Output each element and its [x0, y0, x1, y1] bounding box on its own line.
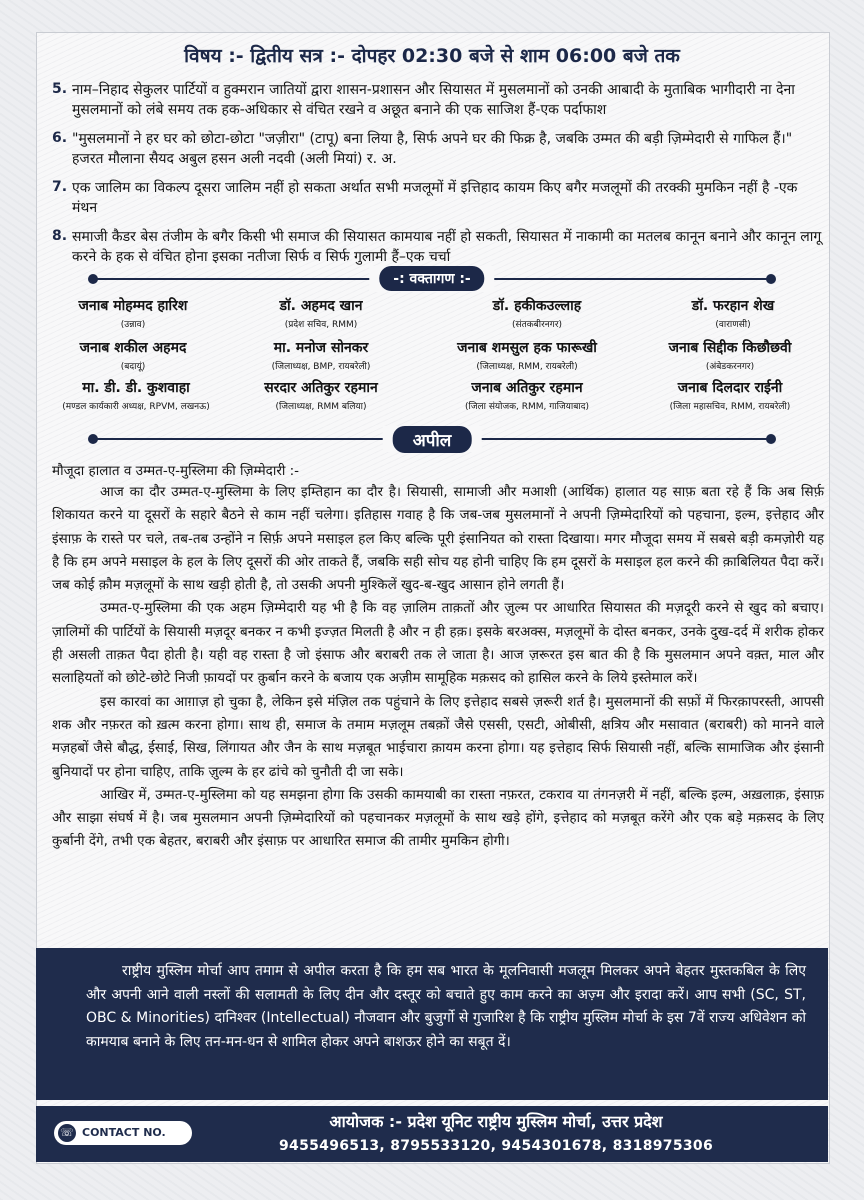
speaker [36, 378, 236, 412]
divider-dot [766, 434, 776, 444]
agenda-item [52, 129, 824, 169]
speaker-role: (जिला महासचिव, RMM, रायबरेली) [669, 402, 791, 412]
speaker-name: जनाब मोहम्मद हारिश [78, 298, 188, 314]
speaker-name: जनाब शमसुल हक फारूखी [457, 340, 597, 356]
speaker-name: डॉ. अहमद खान [279, 298, 363, 314]
speaker [658, 296, 808, 330]
phone-numbers: 9455496513, 8795533120, 9454301678, 8318975306 [278, 1138, 714, 1154]
appeal-banner [36, 948, 828, 1100]
agenda-text: समाजी कैडर बेस तंजीम के बगैर किसी भी समाज की सियासत कामयाब नहीं हो सकती, सियासत में नाकामी का मतलब कानून बनाने और कानून लागू करने के हक से वंचित होना इसका नतीजा सिर्फ व सिर्फ गुलामी हैं–एक चर्चा [72, 229, 822, 265]
appeal-paragraph: उम्मत-ए-मुस्लिमा की एक अहम ज़िम्मेदारी यह भी है कि वह ज़ालिम ताक़तों और ज़ुल्म पर आधारित सियासत की मज़दूरी करने से खुद को बचाए। ज़ालिमों की पार्टियों के सियासी मज़दूर बनकर न कभी इज्ज़त मिलती है और न ही हक़। इसके बरअक्स, मज़लूमों के दोस्त बनकर, उनके दुख-दर्द में शरीक होकर ही असली ताक़त पैदा होती है। यही वह रास्ता है जो इंसाफ और बराबरी तक ले जाता है। आज ज़रूरत इस बात की है कि मुसलमान अपने वक़्त, माल और सलाहियतों को छोटे-छोटे निजी फ़ायदों पर क़ुर्बान करने के बजाय एक अज़ीम सामूहिक मक़सद को हासिल करने के लिये इस्तेमाल करें। [52, 600, 824, 687]
speaker-role: (जिला संयोजक, RMM, गाजियाबाद) [465, 402, 589, 412]
agenda-item [52, 80, 824, 120]
speaker-role: (संतकबीरनगर) [511, 320, 563, 330]
appeal-paragraph: आज का दौर उम्मत-ए-मुस्लिमा के लिए इम्तिहान का दौर है। सियासी, सामाजी और मआशी (आर्थिक) हालात यह साफ़ बता रहे हैं कि अब सिर्फ़ शिकायत करने या दूसरों के सहारे बैठने से काम नहीं चलेगा। इतिहास गवाह है कि जब-जब मुसलमानों ने अपनी ज़िम्मेदारियों को पहचाना, इल्म, इत्तेहाद और इंसाफ़ के रास्ते पर चले, तब-तब उन्होंने न सिर्फ़ अपने मसाइल हल किए बल्कि पूरी इंसानियत को रास्ता दिखाया। मगर मौजूदा समय में सबसे बड़ी कमज़ोरी यह है कि हम अपने मसाइल के हल के लिए दूसरों की ओर ताकते हैं, जबकि सही सोच यह होनी चाहिए कि हम दूसरों के मसाइल हल करने की क़ाबिलियत पैदा करें। जब कोई क़ौम मज़लूमों के साथ खड़ी होती है, तो उसकी अपनी मुश्किलें खुद-ब-खुद आसान होने लगती हैं। [52, 484, 824, 594]
agenda-number: 5. [52, 81, 68, 97]
divider-dot [88, 434, 98, 444]
appeal-paragraph: आखिर में, उम्मत-ए-मुस्लिमा को यह समझना होगा कि उसकी कामयाबी का रास्ता नफ़रत, टकराव या तंगनज़री में नहीं, बल्कि इल्म, अख़लाक़, इंसाफ़ और साझा संघर्ष में है। जब मुसलमान अपनी ज़िम्मेदारियों को पहचानकर मज़लूमों के साथ खड़े होंगे, इत्तेहाद को मज़बूत करेंगे और एक बड़े मक़सद के लिए कुर्बानी देंगे, तभी एक बेहतर, बराबरी और इंसाफ़ पर आधारित समाज की तामीर मुमकिन होगी। [52, 786, 824, 850]
speaker-name: सरदार अतिकुर रहमान [264, 380, 378, 396]
speaker-role: (वाराणसी) [715, 320, 751, 330]
speaker [48, 338, 218, 372]
agenda-text: नाम–निहाद सेकुलर पार्टियों व हुक्मरान जातियों द्वारा शासन-प्रशासन और सियासत में मुसलमानों को उनकी आबादी के मुताबिक भागीदारी ना देना मुसलमानों को लंबे समय तक हक-अधिकार से वंचित रखने व अछूत बनाने की एक साजिश हैं-एक पर्दाफाश [72, 82, 795, 118]
appeal-divider [92, 426, 772, 452]
agenda-number: 6. [52, 130, 68, 146]
speaker-name: डॉ. फरहान शेख [691, 298, 775, 314]
speakers-divider [92, 266, 772, 292]
speaker-role: (प्रदेश सचिव, RMM) [284, 320, 358, 330]
agenda-item [52, 178, 824, 218]
appeal-heading: अपील [393, 426, 472, 453]
agenda-text: "मुसलमानों ने हर घर को छोटा-छोटा "जज़ीरा" (टापू) बना लिया है, सिर्फ अपने घर की फिक्र है, जबकि उम्मत की बड़ी ज़िम्मेदारी से गाफिल हैं।" हजरत मौलाना सैयद अबुल हसन अली नदवी (अली मियां) र. अ. [72, 131, 793, 167]
contact-label: CONTACT NO. [82, 1126, 166, 1139]
footer [36, 1106, 828, 1162]
speakers-heading: -: वक्तागण :- [379, 266, 484, 291]
agenda-number: 8. [52, 228, 68, 244]
page-title: विषय :- द्वितीय सत्र :- दोपहर 02:30 बजे से शाम 06:00 बजे तक [184, 45, 680, 67]
phone-icon: ☏ [58, 1124, 76, 1142]
speaker [48, 296, 218, 330]
agenda-points [52, 80, 824, 276]
divider-dot [88, 274, 98, 284]
speaker-name: मा. डी. डी. कुशवाहा [82, 380, 190, 396]
speaker-role: (जिलाध्यक्ष, BMP, रायबरेली) [271, 362, 371, 372]
contact-badge [54, 1121, 192, 1145]
speaker [640, 338, 820, 372]
speaker [236, 378, 406, 412]
speaker-name: जनाब सिद्दीक किछौछवी [668, 340, 792, 356]
speaker-name: जनाब शकील अहमद [79, 340, 187, 356]
speaker-name: मा. मनोज सोनकर [273, 340, 369, 356]
speaker-name: डॉ. हकीकउल्लाह [492, 298, 582, 314]
speaker-role: (बदायूं) [120, 362, 146, 372]
appeal-section [52, 461, 824, 854]
speaker [422, 338, 632, 372]
speaker-role: (मण्डल कार्यकारी अध्यक्ष, RPVM, लखनऊ) [62, 402, 210, 412]
agenda-item [52, 227, 824, 267]
banner-text: राष्ट्रीय मुस्लिम मोर्चा आप तमाम से अपील करता है कि हम सब भारत के मूलनिवासी मजलूम मिलकर अपने बेहतर मुस्तकबिल के लिए और अपनी आने वाली नस्लों की सलामती के लिए दीन और दस्तूर को बचाते हुए काम करने का अज़्म और इरादा करें। आप सभी (SC, ST, OBC & Minorities) दानिश्वर (Intellectual) नौजवान और बुजुर्गो से गुजारिश है कि राष्ट्रीय मुस्लिम मोर्चा के इस 7वें राज्य अधिवेशन को कामयाब बनाने के लिए तन-मन-धन से शामिल होकर अपने बाशऊर होने का सबूत दें। [86, 963, 806, 1050]
speaker [640, 378, 820, 412]
appeal-subheading: मौजूदा हालात व उम्मत-ए-मुस्लिमा की ज़िम्मेदारी :- [52, 463, 300, 479]
speaker-role: (जिलाध्यक्ष, RMM, रायबरेली) [476, 362, 578, 372]
agenda-text: एक जालिम का विकल्प दूसरा जालिम नहीं हो सकता अर्थात सभी मजलूमों में इत्तिहाद कायम किए बगैर मजलूमों की तरक्की मुमकिन नहीं है -एक मंथन [72, 180, 798, 216]
speaker-role: (जिलाध्यक्ष, RMM बलिया) [275, 402, 367, 412]
speaker-role: (अंबेडकरनगर) [705, 362, 755, 372]
speaker-name: जनाब अतिकुर रहमान [471, 380, 583, 396]
speaker-name: जनाब दिलदार राईनी [677, 380, 783, 396]
speaker [422, 378, 632, 412]
speaker-role: (उन्नाव) [120, 320, 146, 330]
speaker [236, 296, 406, 330]
speaker [442, 296, 632, 330]
speaker [236, 338, 406, 372]
appeal-paragraph: इस कारवां का आग़ाज़ हो चुका है, लेकिन इसे मंज़िल तक पहुंचाने के लिए इत्तेहाद सबसे ज़रूरी शर्त है। मुसलमानों की सफ़ों में फिरक़ापरस्ती, आपसी शक और नफ़रत को ख़त्म करना होगा। साथ ही, समाज के तमाम मज़लूम तबक़ों जैसे एससी, एसटी, ओबीसी, क्षत्रिय और मसावात (बराबरी) को मानने वाले मज़हबों जैसे बौद्ध, ईसाई, सिख, लिंगायत और जैन के साथ मज़बूत भाईचारा क़ायम करना होगा। यह इत्तेहाद सिर्फ सियासी नहीं, बल्कि सामाजिक और इंसानी बुनियादों पर होना चाहिए, ताकि ज़ुल्म के हर ढांचे को चुनौती दी जा सके। [52, 693, 824, 780]
agenda-number: 7. [52, 179, 68, 195]
organizer-text: आयोजक :- प्रदेश यूनिट राष्ट्रीय मुस्लिम मोर्चा, उत्तर प्रदेश [329, 1112, 663, 1131]
divider-dot [766, 274, 776, 284]
